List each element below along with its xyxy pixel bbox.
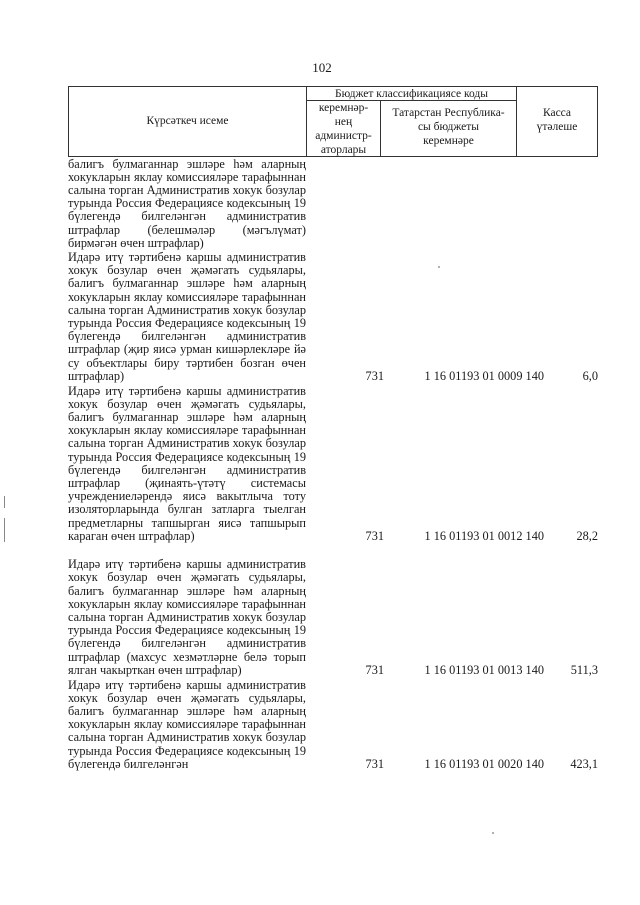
table-row — [68, 383, 598, 543]
row-indicator-name: Идарә итү тәртибенә каршы административ хокук бозулар өчен җәмәгать судьялары, балигъ булмаганнар эшләре һәм аларның хокукларын яклау комиссияләре тарафыннан салына торган Административ хокук бозулар турында Россия Федерациясе кодексының 19 бүлегендә билгеләнгән административ штрафлар (махсус хезмәтләрне белә торып ялган чакырткан өчен штрафлар) — [68, 557, 306, 677]
scan-speck — [492, 832, 494, 834]
table-row — [68, 543, 598, 677]
row-cash-execution: 6,0 — [582, 368, 598, 383]
row-admin-code: 731 — [365, 368, 384, 383]
row-indicator-name: Идарә итү тәртибенә каршы административ хокук бозулар өчен җәмәгать судьялары, балигъ булмаганнар эшләре һәм аларның хокукларын яклау комиссияләре тарафыннан салына торган Административ хокук бозулар турында Россия Федерациясе кодексының 19 бүлегендә билгеләнгән административ штрафлар (җинаять-үтәтү системасы учреждениеләрендә яисә вакытлыча тоту изоляторларында булган затларга тыелган предметларны тапшырган яисә тапшырып караган өчен штрафлар) — [68, 383, 306, 543]
table-row — [68, 158, 598, 250]
scan-speck — [438, 266, 440, 268]
row-indicator-name: Идарә итү тәртибенә каршы административ хокук бозулар өчен җәмәгать судьялары, балигъ булмаганнар эшләре һәм аларның хокукларын яклау комиссияләре тарафыннан салына торган Административ хокук бозулар турында Россия Федерациясе кодексының 19 бүлегендә билгеләнгән — [68, 677, 306, 771]
header-col-admin: керемнәр- нең администр- аторлары — [315, 102, 372, 156]
row-cash-execution: 423,1 — [570, 756, 598, 771]
row-admin-code: 731 — [365, 756, 384, 771]
table-body — [68, 158, 598, 771]
row-cash-execution: 511,3 — [570, 662, 598, 677]
scan-margin-mark — [4, 496, 5, 508]
table-row — [68, 250, 598, 383]
table-row — [68, 677, 598, 771]
page-number: 102 — [312, 60, 332, 75]
header-col-income: Татарстан Республика- сы бюджеты керемнәре — [392, 107, 505, 147]
row-admin-code: 731 — [365, 528, 384, 543]
row-admin-code: 731 — [365, 662, 384, 677]
row-income-code: 1 16 01193 01 0013 140 — [424, 662, 544, 677]
header-budget-group: Бюджет классификациясе коды — [335, 88, 488, 100]
scan-margin-mark — [4, 518, 5, 542]
header-col-name: Күрсәткеч исеме — [146, 115, 229, 127]
row-income-code: 1 16 01193 01 0020 140 — [424, 756, 544, 771]
row-cash-execution: 28,2 — [576, 528, 598, 543]
row-income-code: 1 16 01193 01 0012 140 — [424, 528, 544, 543]
row-indicator-name: балигъ булмаганнар эшләре һәм аларның хокукларын яклау комиссияләре тарафыннан салына торган Административ хокук бозулар турында Россия Федерациясе кодексының 19 бүлегендә билгеләнгән административ штрафлар (белешмәләр (мәгълүмат) бирмәгән өчен штрафлар) — [68, 156, 306, 250]
row-income-code: 1 16 01193 01 0009 140 — [424, 368, 544, 383]
row-indicator-name: Идарә итү тәртибенә каршы административ хокук бозулар өчен җәмәгать судьялары, балигъ булмаганнар эшләре һәм аларның хокукларын яклау комиссияләре тарафыннан салына торган Административ хокук бозулар турында Россия Федерациясе кодексының 19 бүлегендә билгеләнгән административ штрафлар (җир яисә урман кишәрлекләре йә су объектлары биру тәртибен бозган өчен штрафлар) — [68, 249, 306, 383]
header-col-amount: Касса үтәлеше — [536, 107, 578, 133]
header-right-border — [597, 86, 598, 156]
